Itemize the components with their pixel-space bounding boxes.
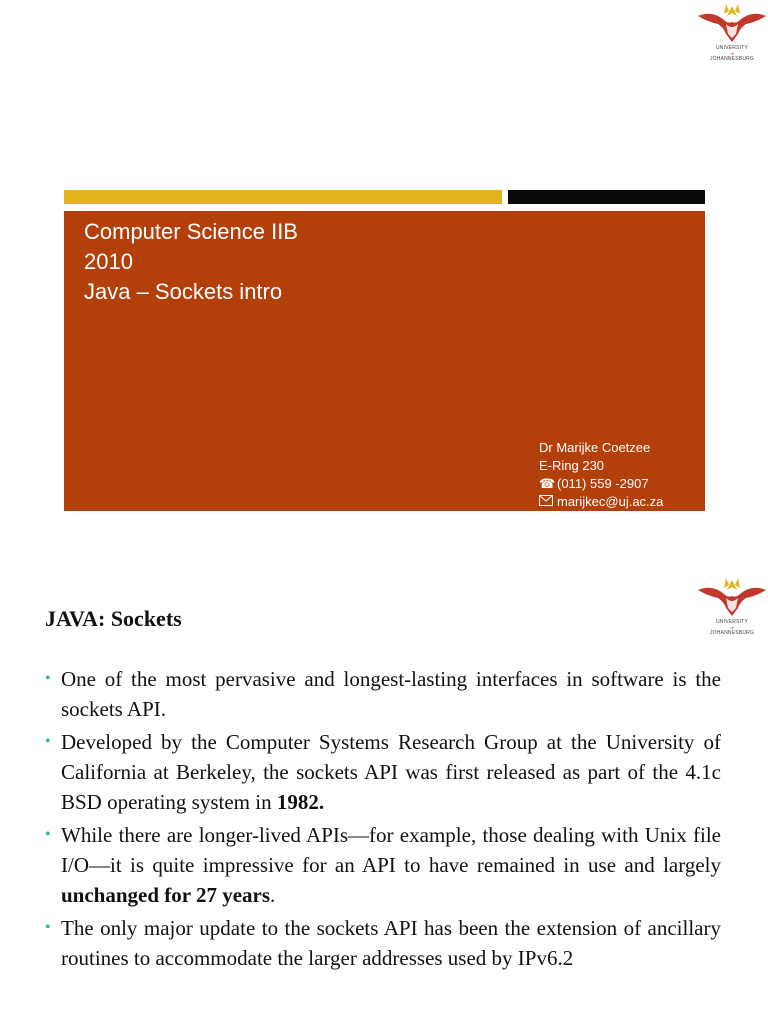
contact-phone-row xyxy=(539,475,663,493)
university-logo xyxy=(694,0,768,66)
bullet-dot-icon: • xyxy=(45,826,51,843)
envelope-icon xyxy=(539,493,557,511)
bullet-text: The only major update to the sockets API has been the extension of ancillary routines to accommodate the larger addresses used by IPv6.2 xyxy=(61,916,721,970)
contact-email[interactable]: marijkec@uj.ac.za xyxy=(557,494,664,509)
bullet-dot-icon: • xyxy=(45,670,51,687)
bullet-text-emphasis: 1982. xyxy=(276,790,325,814)
gold-accent-bar xyxy=(64,190,502,204)
slide-heading: JAVA: Sockets xyxy=(45,606,182,631)
contact-name: Dr Marijke Coetzee xyxy=(539,440,651,455)
bullet-text: One of the most pervasive and longest-lasting interfaces in software is the sockets API. xyxy=(61,667,721,721)
title-line-year: 2010 xyxy=(84,249,133,274)
university-logo xyxy=(694,574,768,640)
slide-title xyxy=(84,217,298,307)
content-slide xyxy=(0,560,768,1024)
bullet-item xyxy=(45,820,721,910)
logo-text-university: UNIVERSITY xyxy=(715,619,748,625)
logo-text-of: of xyxy=(730,625,734,630)
contact-block xyxy=(539,439,663,511)
bullet-text: Developed by the Computer Systems Research Group at the University of California at Berkeley, the sockets API was first released as part of the 4.1c BSD operating system in xyxy=(61,730,721,814)
bullet-item xyxy=(45,664,721,724)
logo-text-university: UNIVERSITY xyxy=(715,45,748,51)
logo-text-johannesburg: JOHANNESBURG xyxy=(709,630,755,636)
bullet-text-emphasis: unchanged for 27 years xyxy=(61,883,271,907)
contact-email-row xyxy=(539,493,663,511)
logo-text-johannesburg: JOHANNESBURG xyxy=(709,56,755,62)
title-line-course: Computer Science IIB xyxy=(84,219,298,244)
title-line-topic: Java – Sockets intro xyxy=(84,279,283,304)
logo-text-of: of xyxy=(730,51,734,56)
bullet-item xyxy=(45,727,721,817)
black-accent-bar xyxy=(508,190,705,204)
contact-phone: (011) 559 -2907 xyxy=(557,476,649,491)
bullet-text: While there are longer-lived APIs—for example, those dealing with Unix file I/O—it is quite impressive for an API to have remained in use and largely xyxy=(61,823,721,877)
bullet-list xyxy=(45,664,721,976)
bullet-text: . xyxy=(270,883,276,907)
bullet-item xyxy=(45,913,721,973)
university-crest-icon xyxy=(694,574,768,620)
contact-office: E-Ring 230 xyxy=(539,458,605,473)
bullet-dot-icon: • xyxy=(45,733,51,750)
phone-icon: ☎ xyxy=(539,476,556,491)
university-crest-icon xyxy=(694,0,768,46)
bullet-dot-icon: • xyxy=(45,919,51,936)
title-panel xyxy=(64,211,705,511)
